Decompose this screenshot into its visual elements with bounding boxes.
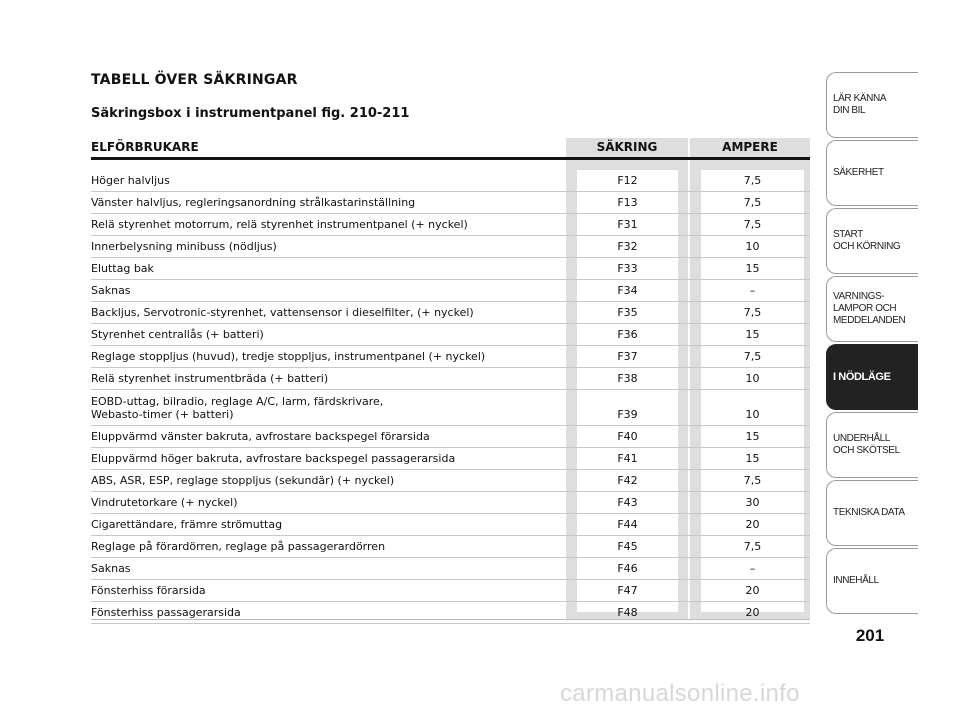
ampere-cell: 7,5 [743,196,762,209]
fuse-cell: F35 [617,306,638,319]
fuse-cell: F48 [617,606,638,619]
consumer-cell: Saknas [91,562,131,575]
table-row [91,170,810,192]
ampere-cell: 10 [745,240,760,253]
ampere-cell: 20 [745,518,760,531]
consumer-cell: Eluppvärmd höger bakruta, avfrostare backspegel passagerarsida [91,452,456,465]
chapter-tabs [826,72,918,616]
table-row [91,192,810,214]
table-row [91,258,810,280]
ampere-cell: 20 [745,606,760,619]
consumer-cell: Styrenhet centrallås (+ batteri) [91,328,264,341]
chapter-tab-label: VARNINGS- LAMPOR OCH MEDDELANDEN [833,291,906,326]
ampere-cell: 7,5 [743,306,762,319]
table-row [91,426,810,448]
header-rule [91,157,810,160]
consumer-cell: ABS, ASR, ESP, reglage stoppljus (sekundär) (+ nyckel) [91,474,395,487]
table-row [91,470,810,492]
chapter-tab[interactable] [826,208,918,274]
consumer-cell: Reglage stoppljus (huvud), tredje stoppljus, instrumentpanel (+ nyckel) [91,350,486,363]
table-row [91,448,810,470]
consumer-cell: Backljus, Servotronic-styrenhet, vattensensor i dieselfilter, (+ nyckel) [91,306,474,319]
consumer-cell: EOBD-uttag, bilradio, reglage A/C, larm, färdskrivare, Webasto-timer (+ batteri) [91,395,384,421]
fuse-cell: F39 [617,408,638,421]
chapter-tab[interactable] [826,548,918,614]
chapter-tab-label: I NÖDLÄGE [833,371,891,383]
table-row [91,602,810,624]
ampere-cell: 7,5 [743,350,762,363]
consumer-cell: Innerbelysning minibuss (nödljus) [91,240,277,253]
page-title: TABELL ÖVER SÄKRINGAR [91,72,298,88]
ampere-cell: 15 [745,328,760,341]
fuse-cell: F33 [617,262,638,275]
fuse-cell: F12 [617,174,638,187]
ampere-cell: 7,5 [743,474,762,487]
chapter-tab-label: TEKNISKA DATA [833,507,905,518]
fuse-cell: F31 [617,218,638,231]
consumer-cell: Fönsterhiss passagerarsida [91,606,241,619]
ampere-cell: 7,5 [743,218,762,231]
chapter-tab[interactable] [826,72,918,138]
ampere-cell: 7,5 [743,174,762,187]
header-consumer: ELFÖRBRUKARE [91,140,199,154]
table-row [91,302,810,324]
fuse-table [91,170,810,624]
consumer-cell: Fönsterhiss förarsida [91,584,206,597]
page-subtitle: Säkringsbox i instrumentpanel fig. 210-211 [91,106,410,121]
chapter-tab-label: LÄR KÄNNA DIN BIL [833,93,887,116]
fuse-cell: F43 [617,496,638,509]
fuse-cell: F38 [617,372,638,385]
chapter-tab[interactable] [826,412,918,478]
consumer-cell: Vänster halvljus, regleringsanordning strålkastarinställning [91,196,416,209]
table-row [91,236,810,258]
consumer-cell: Eluppvärmd vänster bakruta, avfrostare backspegel förarsida [91,430,430,443]
fuse-cell: F36 [617,328,638,341]
table-bottom-rule [91,619,810,620]
chapter-tab[interactable] [826,480,918,546]
watermark: carmanualsonline.info [560,680,800,707]
table-row [91,214,810,236]
chapter-tab[interactable] [826,140,918,206]
fuse-cell: F37 [617,350,638,363]
page-number: 201 [855,626,885,645]
fuse-cell: F45 [617,540,638,553]
fuse-cell: F42 [617,474,638,487]
ampere-cell: 15 [745,430,760,443]
table-row [91,492,810,514]
consumer-cell: Vindrutetorkare (+ nyckel) [91,496,238,509]
fuse-cell: F34 [617,284,638,297]
fuse-cell: F13 [617,196,638,209]
table-row [91,324,810,346]
fuse-cell: F41 [617,452,638,465]
ampere-cell: 10 [745,372,760,385]
table-row [91,368,810,390]
ampere-cell: – [749,562,756,575]
consumer-cell: Höger halvljus [91,174,170,187]
ampere-cell: 20 [745,584,760,597]
ampere-cell: 15 [745,452,760,465]
fuse-cell: F40 [617,430,638,443]
fuse-cell: F47 [617,584,638,597]
consumer-cell: Relä styrenhet motorrum, relä styrenhet instrumentpanel (+ nyckel) [91,218,468,231]
ampere-cell: – [749,284,756,297]
fuse-cell: F32 [617,240,638,253]
chapter-tab[interactable] [826,276,918,342]
table-row [91,280,810,302]
table-row [91,346,810,368]
chapter-tab-label: SÄKERHET [833,167,884,178]
ampere-cell: 7,5 [743,540,762,553]
chapter-tab-label: INNEHÅLL [833,575,879,586]
ampere-cell: 30 [745,496,760,509]
header-fuse: SÄKRING [596,140,658,154]
table-row [91,580,810,602]
fuse-cell: F44 [617,518,638,531]
ampere-cell: 10 [745,408,760,421]
table-row [91,390,810,426]
chapter-tab-label: START OCH KÖRNING [833,229,901,252]
consumer-cell: Reglage på förardörren, reglage på passagerardörren [91,540,386,553]
ampere-cell: 15 [745,262,760,275]
chapter-tab[interactable] [826,344,918,410]
consumer-cell: Eluttag bak [91,262,154,275]
chapter-tab-label: UNDERHÅLL OCH SKÖTSEL [833,433,900,456]
consumer-cell: Cigarettändare, främre strömuttag [91,518,283,531]
table-row [91,514,810,536]
fuse-cell: F46 [617,562,638,575]
consumer-cell: Saknas [91,284,131,297]
header-ampere: AMPERE [722,140,778,154]
table-row [91,536,810,558]
table-row [91,558,810,580]
consumer-cell: Relä styrenhet instrumentbräda (+ batteri) [91,372,329,385]
